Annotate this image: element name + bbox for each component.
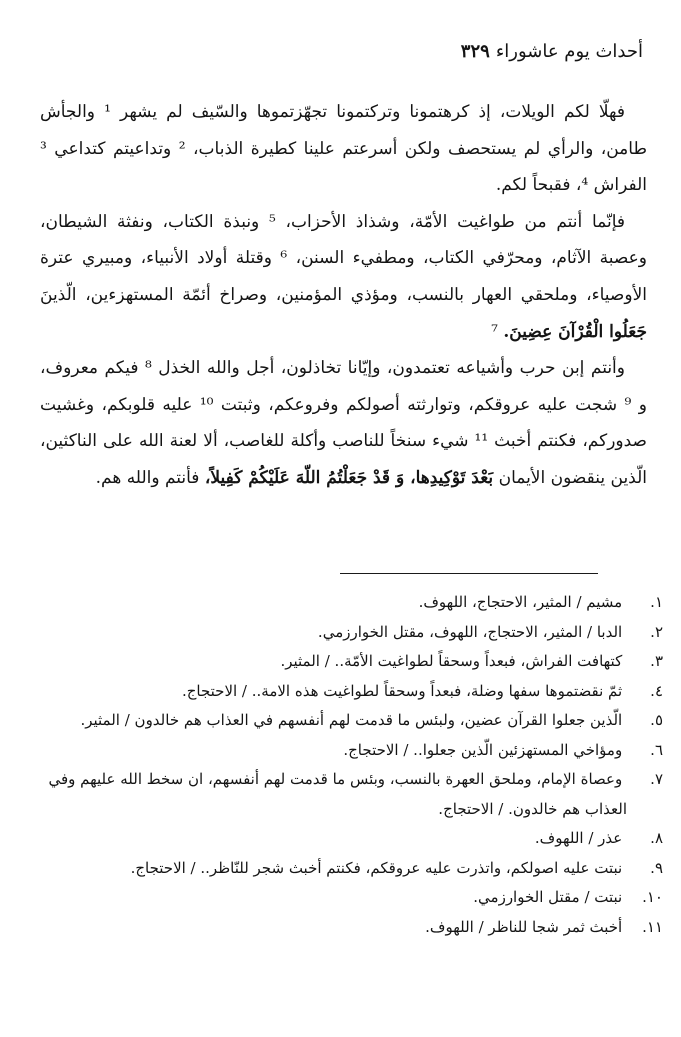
- footnote-text: أخبث ثمر شجا للناظر / اللهوف.: [425, 917, 623, 936]
- main-text: [40, 94, 647, 497]
- footnote-text: مشيم / المثير، الاحتجاج، اللهوف.: [418, 593, 623, 611]
- footnote-number: ٣.: [650, 652, 663, 670]
- footnote-text: ومؤاخي المستهزئين الّذين جعلوا.. / الاحتجاج.: [343, 740, 623, 759]
- footnote-number: ٧.: [650, 770, 663, 788]
- footnote-9: [40, 854, 663, 884]
- footnote-number: ٤.: [650, 681, 663, 700]
- footnote-number: ٦.: [650, 740, 663, 759]
- footnote-11: [40, 913, 663, 943]
- paragraph-text: وأنتم إبن حرب وأشياعه تعتمدون، وإيّانا تخاذلون، أجل والله الخذل ⁸ فيكم معروف، و ⁹ شجت عليه عروقكم، وتوارثته أصولكم وفروعكم، وثبتت ¹⁰ عليه قلوبكم، وغشيت صدوركم، فكنتم أخبث ¹¹ شيء سنخاً للناصب وأكلة للغاصب، ألا لعنة الله على الناكثين، الّذين ينقضون الأيمان: [40, 358, 647, 488]
- footnote-7: [40, 765, 663, 824]
- footnote-marker: ⁷: [491, 321, 504, 342]
- paragraph-text: فإنّما أنتم من طواغيت الأمّة، وشذاذ الأحزاب، ⁵ ونبذة الكتاب، ونفثة الشيطان، وعصبة الآثام، ومحرّفي الكتاب، ومطفيء السنن، ⁶ وقتلة أولاد الأنبياء، ومبيري عترة الأوصياء، وملحقي العهار بالنسب، ومؤذي المؤمنين، وصراخ أئمّة المستهزءين، الّذينَ: [40, 211, 647, 305]
- footnote-1: [40, 588, 663, 618]
- footnote-6: [40, 736, 663, 766]
- paragraph-1: [40, 94, 647, 204]
- footnote-4: [40, 677, 663, 707]
- running-header: [38, 40, 643, 64]
- footnote-text: وعصاة الإمام، وملحق العهرة بالنسب، وبئس ما قدمت لهم أنفسهم، ان سخط الله عليهم وفي العذاب هم خالدون. / الاحتجاج.: [48, 770, 627, 818]
- footnote-2: [40, 618, 663, 648]
- paragraph-2: [40, 204, 647, 350]
- footnote-number: ٢.: [650, 622, 663, 641]
- footnote-text: كتهافت الفراش، فبعداً وسحقاً لطواغيت الأمّة.. / المثير.: [280, 652, 623, 670]
- footnote-text: الدبا / المثير، الاحتجاج، اللهوف، مقتل الخوارزمي.: [317, 622, 623, 641]
- quran-quote: بَعْدَ تَوْكِيدِها، وَ قَدْ جَعَلْتُمُ اللّهَ عَلَيْكُمْ كَفِيلاً،: [204, 467, 494, 488]
- footnote-number: ١٠.: [642, 888, 663, 906]
- footnote-number: ٨.: [650, 829, 663, 847]
- footnote-number: ٩.: [650, 858, 663, 877]
- footnote-10: [40, 883, 663, 913]
- footnote-text: عذر / اللهوف.: [534, 829, 623, 847]
- footnote-8: [40, 824, 663, 854]
- paragraph-3: [40, 350, 647, 496]
- footnote-number: ١١.: [642, 917, 663, 936]
- footnotes: [40, 588, 663, 942]
- footnote-number: ٥.: [650, 711, 663, 729]
- footnote-text: نبتت عليه اصولكم، واتذرت عليه عروقكم، فكنتم أخبث شجر للنّاظر.. / الاحتجاج.: [130, 858, 623, 877]
- footnote-text: نبتت / مقتل الخوارزمي.: [473, 888, 623, 906]
- chapter-title: أحداث يوم عاشوراء: [495, 41, 643, 62]
- footnote-3: [40, 647, 663, 677]
- footnote-number: ١.: [650, 593, 663, 611]
- page-number: ٣٢٩: [460, 41, 490, 62]
- paragraph-ending: فأنتم والله هم.: [95, 467, 205, 488]
- footnote-separator: [340, 573, 598, 574]
- footnote-text: الّذين جعلوا القرآن عضين، ولبئس ما قدمت لهم أنفسهم في العذاب هم خالدون / المثير.: [80, 711, 623, 729]
- paragraph-text: فهلّا لكم الويلات، إذ كرهتمونا وتركتمونا تجهّزتموها والسّيف لم يشهر ¹ والجأش طامن، والرأي لم يستحصف ولكن أسرعتم علينا كطيرة الذباب، ² وتداعيتم كتداعي ³ الفراش ⁴، فقبحاً لكم.: [40, 102, 648, 196]
- footnote-5: [40, 706, 663, 736]
- quran-quote: جَعَلُوا الْقُرْآنَ عِضِينَ.: [503, 321, 647, 342]
- footnote-text: ثمّ نقضتموها سفها وضلة، فبعداً وسحقاً لطواغيت هذه الامة.. / الاحتجاج.: [181, 681, 623, 700]
